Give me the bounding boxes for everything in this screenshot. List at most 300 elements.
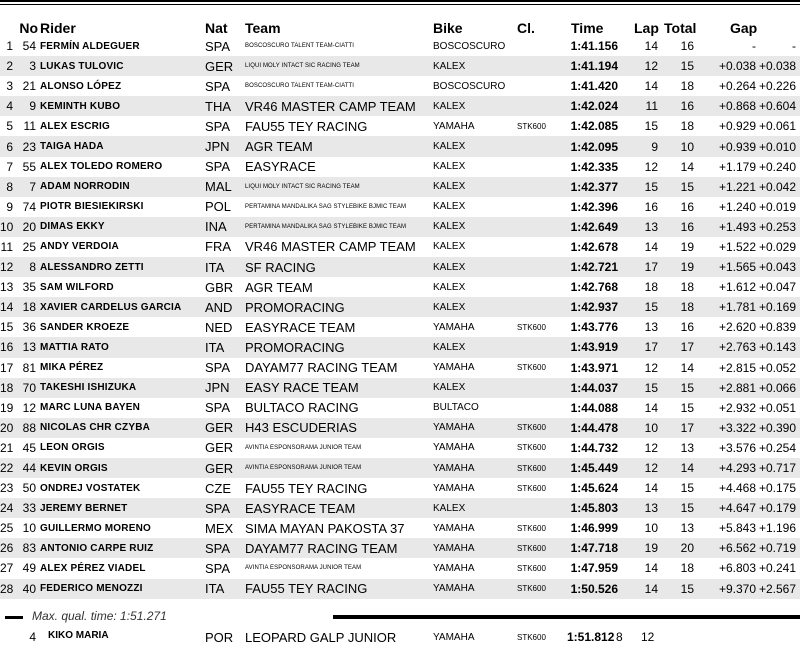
gap-to-first: +1.240: [718, 199, 756, 214]
total-laps: 18: [680, 119, 694, 134]
position: 16: [0, 337, 16, 357]
class: [517, 136, 567, 156]
gap-to-first: +1.493: [708, 217, 758, 237]
rider-name: ADAM NORRODIN: [40, 177, 205, 197]
table-row: [0, 558, 800, 578]
class: [517, 237, 567, 257]
rider-name: GUILLERMO MORENO: [40, 522, 151, 534]
lap-time: 1:42.024: [567, 96, 634, 116]
bike-make: KALEX: [433, 201, 466, 213]
rider-number: 18: [16, 297, 40, 317]
bike-make: KALEX: [433, 241, 466, 253]
table-row: [0, 76, 800, 96]
team-name: EASYRACE TEAM: [245, 498, 433, 518]
extra-no: 4: [29, 630, 36, 644]
rider-number: 11: [23, 119, 36, 134]
table-row: [0, 197, 800, 217]
nationality: SPA: [205, 118, 231, 134]
gap-to-first: +2.815: [718, 360, 756, 375]
class: [517, 378, 567, 398]
best-lap: 14: [644, 561, 658, 576]
total-laps: 15: [680, 400, 694, 415]
position: 22: [0, 458, 16, 478]
position: 7: [6, 159, 13, 174]
lap-time: 1:42.085: [570, 119, 618, 134]
class: [517, 498, 567, 518]
lap-time: 1:44.732: [570, 440, 618, 455]
total-laps: 17: [664, 337, 708, 357]
rider-number: 45: [22, 440, 36, 455]
rider-number: 49: [22, 561, 36, 576]
rider-name: ALEX ESCRIG: [40, 120, 110, 132]
rider-name: DIMAS EKKY: [40, 217, 205, 237]
nationality: FRA: [205, 239, 231, 255]
lap-time: 1:47.959: [570, 561, 618, 576]
position: 25: [0, 521, 14, 536]
total-laps: 18: [664, 297, 708, 317]
team-name: SF RACING: [245, 257, 433, 277]
team-name: AGR TEAM: [245, 279, 313, 295]
class: STK600: [517, 443, 546, 453]
total-laps: 14: [680, 159, 694, 174]
nationality: CZE: [205, 480, 231, 496]
lap-time: 1:43.971: [570, 360, 618, 375]
gap-to-first: +6.803: [718, 561, 756, 576]
team-name: AVINTIA ESPONSORAMA JUNIOR TEAM: [245, 565, 362, 572]
gap-to-first: +0.868: [708, 96, 758, 116]
bike-make: KALEX: [433, 281, 466, 293]
table-row: [0, 237, 800, 257]
rider-number: 81: [22, 360, 36, 375]
rider-number: 88: [16, 418, 40, 438]
gap-to-previous: +0.226: [758, 79, 797, 94]
best-lap: 14: [644, 79, 658, 94]
position: 9: [6, 199, 13, 214]
total-laps: 15: [664, 498, 708, 518]
best-lap: 12: [644, 360, 658, 375]
class: STK600: [517, 483, 546, 493]
team-name: VR46 MASTER CAMP TEAM: [245, 239, 416, 255]
rider-name: KEVIN ORGIS: [40, 458, 205, 478]
header-rider: Rider: [40, 20, 76, 36]
rider-name: FERMÍN ALDEGUER: [40, 40, 140, 52]
position: 2: [0, 56, 16, 76]
team-name: FAU55 TEY RACING: [245, 480, 368, 496]
header-gap: Gap: [730, 20, 758, 36]
team-name: BULTACO RACING: [245, 400, 359, 416]
position: 19: [0, 400, 14, 415]
bike-make: KALEX: [433, 217, 517, 237]
nationality: INA: [205, 217, 245, 237]
extra-lap: 8: [616, 630, 623, 644]
rider-name: ANTONIO CARPE RUIZ: [40, 538, 205, 558]
nationality: SPA: [205, 360, 231, 376]
rider-number: 3: [16, 56, 40, 76]
gap-to-previous: +0.253: [758, 217, 800, 237]
rider-number: 35: [22, 280, 36, 295]
total-laps: 19: [680, 239, 694, 254]
top-rule-thin: [0, 4, 800, 5]
bike-make: YAMAHA: [433, 522, 475, 534]
rider-number: 21: [22, 79, 36, 94]
total-laps: 16: [680, 39, 694, 54]
total-laps: 14: [664, 458, 708, 478]
gap-to-previous: +0.019: [758, 199, 797, 214]
gap-to-first: +2.620: [718, 320, 756, 335]
rider-name: KEMINTH KUBO: [40, 96, 205, 116]
best-lap: 14: [644, 239, 658, 254]
bike-make: BOSCOSCURO: [433, 80, 506, 92]
nationality: GBR: [205, 279, 234, 295]
max-qual-bar-right: [333, 615, 800, 619]
gap-to-previous: +0.175: [758, 481, 797, 496]
class: STK600: [517, 523, 546, 533]
nationality: ITA: [205, 337, 245, 357]
table-row: [0, 418, 800, 438]
table-row: [0, 337, 800, 357]
team-name: DAYAM77 RACING TEAM: [245, 538, 433, 558]
total-laps: 17: [664, 418, 708, 438]
position: 24: [0, 498, 16, 518]
nationality: GER: [205, 458, 245, 478]
lap-time: 1:42.721: [567, 257, 634, 277]
total-laps: 15: [664, 579, 708, 599]
rider-name: FEDERICO MENOZZI: [40, 579, 205, 599]
rider-number: 10: [22, 521, 36, 536]
header-no: No: [19, 20, 38, 36]
gap-to-previous: +0.604: [758, 96, 800, 116]
gap-to-previous: +0.241: [758, 561, 797, 576]
rider-name: LEON ORGIS: [40, 442, 105, 454]
team-name: PROMORACING: [245, 297, 433, 317]
rider-number: 9: [16, 96, 40, 116]
bike-make: KALEX: [433, 177, 517, 197]
max-qual-label: Max. qual. time: 1:51.271: [32, 609, 167, 623]
rider-name: TAKESHI ISHIZUKA: [40, 378, 205, 398]
class: [517, 398, 567, 418]
position: 6: [0, 136, 16, 156]
gap-to-previous: +0.052: [758, 360, 797, 375]
results-table: [0, 16, 800, 599]
gap-to-previous: +0.029: [758, 239, 797, 254]
team-name: EASYRACE TEAM: [245, 319, 356, 335]
rider-name: MATTIA RATO: [40, 337, 205, 357]
class: STK600: [517, 458, 567, 478]
class: STK600: [517, 538, 567, 558]
rider-name: ANDY VERDOIA: [40, 241, 119, 253]
total-laps: 18: [680, 561, 694, 576]
non-qualified-row: [0, 627, 800, 647]
nationality: SPA: [205, 538, 245, 558]
lap-time: 1:41.156: [570, 39, 618, 54]
class: [517, 157, 567, 177]
lap-time: 1:41.420: [570, 79, 618, 94]
table-row: [0, 378, 800, 398]
nationality: ITA: [205, 257, 245, 277]
best-lap: 9: [634, 136, 664, 156]
gap-to-first: +1.221: [708, 177, 758, 197]
table-row: [0, 297, 800, 317]
rider-number: 36: [22, 320, 36, 335]
position: 20: [0, 418, 16, 438]
table-row: [0, 36, 800, 56]
table-row: [0, 478, 800, 498]
nationality: SPA: [205, 560, 231, 576]
gap-to-first: +3.576: [718, 440, 756, 455]
table-row: [0, 398, 800, 418]
best-lap: 14: [634, 579, 664, 599]
position: 4: [0, 96, 16, 116]
team-name: AVINTIA ESPONSORAMA JUNIOR TEAM: [245, 444, 362, 451]
table-row: [0, 317, 800, 337]
table-row: [0, 257, 800, 277]
results-body: [0, 36, 800, 599]
gap-to-previous: -: [792, 39, 797, 54]
gap-to-first: +6.562: [708, 538, 758, 558]
header-team: Team: [245, 20, 281, 36]
rider-number: 55: [22, 159, 36, 174]
gap-to-first: +2.881: [708, 378, 758, 398]
team-name: SIMA MAYAN PAKOSTA 37: [245, 520, 405, 536]
team-name: LIQUI MOLY INTACT SIC RACING TEAM: [245, 177, 433, 197]
bike-make: YAMAHA: [433, 120, 475, 132]
gap-to-previous: +0.043: [758, 257, 800, 277]
gap-to-previous: +0.010: [758, 136, 800, 156]
position: 11: [0, 239, 13, 254]
class: [517, 96, 567, 116]
extra-rider: KIKO MARIA: [48, 630, 109, 641]
lap-time: 1:41.194: [567, 56, 634, 76]
rider-number: 8: [16, 257, 40, 277]
nationality: SPA: [205, 159, 231, 175]
position: 14: [0, 297, 16, 317]
rider-name: LUKAS TULOVIC: [40, 56, 205, 76]
total-laps: 16: [680, 199, 694, 214]
lap-time: 1:42.649: [567, 217, 634, 237]
total-laps: 15: [664, 56, 708, 76]
position: 12: [0, 257, 16, 277]
bike-make: YAMAHA: [433, 362, 475, 374]
position: 28: [0, 579, 16, 599]
bike-make: YAMAHA: [433, 579, 517, 599]
gap-to-first: +0.929: [718, 119, 756, 134]
header-nat: Nat: [205, 20, 228, 36]
position: 27: [0, 561, 14, 576]
gap-to-first: +1.565: [708, 257, 758, 277]
gap-to-previous: +0.051: [758, 400, 797, 415]
gap-to-previous: +0.839: [758, 320, 797, 335]
position: 10: [0, 217, 16, 237]
class: STK600: [517, 579, 567, 599]
team-name: LIQUI MOLY INTACT SIC RACING TEAM: [245, 56, 433, 76]
extra-team: LEOPARD GALP JUNIOR: [245, 630, 397, 645]
position: 23: [0, 481, 14, 496]
gap-to-previous: +2.567: [758, 579, 800, 599]
lap-time: 1:42.335: [570, 159, 618, 174]
nationality: POL: [205, 199, 232, 215]
total-laps: 18: [680, 280, 694, 295]
team-name: EASY RACE TEAM: [245, 378, 433, 398]
bike-make: KALEX: [433, 297, 517, 317]
total-laps: 15: [664, 378, 708, 398]
rider-number: 40: [16, 579, 40, 599]
table-row: [0, 136, 800, 156]
table-row: [0, 157, 800, 177]
lap-time: 1:42.377: [567, 177, 634, 197]
rider-number: 7: [16, 177, 40, 197]
lap-time: 1:46.999: [570, 521, 618, 536]
rider-number: 74: [22, 199, 36, 214]
extra-nat: POR: [205, 630, 234, 645]
best-lap: 15: [644, 119, 658, 134]
best-lap: 12: [634, 458, 664, 478]
gap-to-first: +0.939: [708, 136, 758, 156]
class: [517, 177, 567, 197]
gap-to-first: +4.293: [708, 458, 758, 478]
gap-to-previous: +0.390: [758, 418, 800, 438]
lap-time: 1:42.095: [567, 136, 634, 156]
header-time: Time: [571, 20, 604, 36]
rider-name: NICOLAS CHR CZYBA: [40, 418, 205, 438]
class: STK600: [517, 418, 567, 438]
best-lap: 15: [634, 177, 664, 197]
rider-name: ALEX TOLEDO ROMERO: [40, 161, 163, 173]
gap-to-previous: +0.719: [758, 538, 800, 558]
gap-to-first: +5.843: [718, 521, 756, 536]
team-name: DAYAM77 RACING TEAM: [245, 360, 398, 376]
rider-name: ONDREJ VOSTATEK: [40, 482, 141, 494]
gap-to-previous: +0.047: [758, 280, 797, 295]
nationality: SPA: [205, 498, 245, 518]
best-lap: 15: [634, 378, 664, 398]
team-name: BOSCOSCURO TALENT TEAM-CIATTI: [245, 43, 355, 50]
bike-make: KALEX: [433, 161, 466, 173]
best-lap: 14: [644, 481, 658, 496]
best-lap: 13: [634, 217, 664, 237]
gap-to-previous: +0.254: [758, 440, 797, 455]
table-row: [0, 538, 800, 558]
gap-to-previous: +1.196: [758, 521, 797, 536]
class: [517, 277, 567, 297]
extra-bike: YAMAHA: [433, 632, 475, 643]
gap-to-previous: +0.038: [758, 56, 800, 76]
max-qual-bar-left: [5, 616, 23, 619]
lap-time: 1:45.624: [570, 481, 618, 496]
nationality: THA: [205, 96, 245, 116]
lap-time: 1:47.718: [567, 538, 634, 558]
total-laps: 20: [664, 538, 708, 558]
class: [517, 76, 567, 96]
position: 15: [0, 320, 14, 335]
bike-make: YAMAHA: [433, 562, 475, 574]
nationality: MAL: [205, 177, 245, 197]
gap-to-previous: +0.240: [758, 159, 797, 174]
extra-time: 1:51.812: [567, 630, 615, 644]
rider-number: 25: [22, 239, 36, 254]
position: 8: [0, 177, 16, 197]
bike-make: KALEX: [433, 136, 517, 156]
best-lap: 10: [644, 521, 658, 536]
table-row: [0, 358, 800, 378]
total-laps: 10: [664, 136, 708, 156]
rider-name: ALEX PÉREZ VIADEL: [40, 562, 146, 574]
gap-to-previous: +0.066: [758, 378, 800, 398]
rider-name: XAVIER CARDELUS GARCIA: [40, 297, 205, 317]
rider-name: TAIGA HADA: [40, 136, 205, 156]
table-row: [0, 277, 800, 297]
best-lap: 14: [644, 400, 658, 415]
gap-to-first: +1.522: [718, 239, 756, 254]
lap-time: 1:42.768: [570, 280, 618, 295]
gap-to-first: +3.322: [708, 418, 758, 438]
rider-number: 70: [16, 378, 40, 398]
nationality: AND: [205, 297, 245, 317]
gap-to-first: +4.647: [708, 498, 758, 518]
bike-make: KALEX: [433, 498, 517, 518]
top-rule: [0, 0, 800, 2]
lap-time: 1:44.088: [570, 400, 618, 415]
position: 5: [6, 119, 13, 134]
total-laps: 16: [664, 96, 708, 116]
position: 18: [0, 378, 16, 398]
lap-time: 1:45.449: [567, 458, 634, 478]
class: [517, 337, 567, 357]
header-cl: Cl.: [517, 20, 535, 36]
table-row: [0, 498, 800, 518]
bike-make: YAMAHA: [433, 538, 517, 558]
bike-make: KALEX: [433, 96, 517, 116]
gap-to-previous: +0.717: [758, 458, 800, 478]
total-laps: 14: [680, 360, 694, 375]
lap-time: 1:42.937: [567, 297, 634, 317]
nationality: ITA: [205, 579, 245, 599]
rider-number: 20: [16, 217, 40, 237]
class: STK600: [517, 121, 546, 131]
gap-to-first: +4.468: [718, 481, 756, 496]
best-lap: 10: [634, 418, 664, 438]
lap-time: 1:45.803: [567, 498, 634, 518]
gap-to-first: +2.932: [718, 400, 756, 415]
best-lap: 13: [644, 320, 658, 335]
extra-cl: STK600: [517, 633, 546, 642]
table-header: [0, 16, 800, 36]
lap-time: 1:43.919: [567, 337, 634, 357]
header-lap: Lap: [634, 20, 659, 36]
team-name: PERTAMINA MANDALIKA SAG STYLEBIKE BJMIC TEAM: [245, 203, 407, 210]
total-laps: 16: [664, 217, 708, 237]
best-lap: 16: [644, 199, 658, 214]
class: STK600: [517, 563, 546, 573]
team-name: VR46 MASTER CAMP TEAM: [245, 96, 433, 116]
class: [517, 36, 567, 56]
rider-number: 23: [16, 136, 40, 156]
table-row: [0, 96, 800, 116]
best-lap: 13: [634, 498, 664, 518]
total-laps: 15: [664, 177, 708, 197]
best-lap: 19: [634, 538, 664, 558]
rider-name: MARC LUNA BAYEN: [40, 402, 141, 414]
total-laps: 13: [680, 521, 694, 536]
table-row: [0, 518, 800, 538]
rider-name: SAM WILFORD: [40, 281, 114, 293]
total-laps: 18: [680, 79, 694, 94]
gap-to-first: +1.179: [718, 159, 756, 174]
lap-time: 1:50.526: [567, 579, 634, 599]
table-row: [0, 56, 800, 76]
gap-to-first: +1.612: [718, 280, 756, 295]
bike-make: BOSCOSCURO: [433, 40, 506, 52]
nationality: GER: [205, 440, 234, 456]
